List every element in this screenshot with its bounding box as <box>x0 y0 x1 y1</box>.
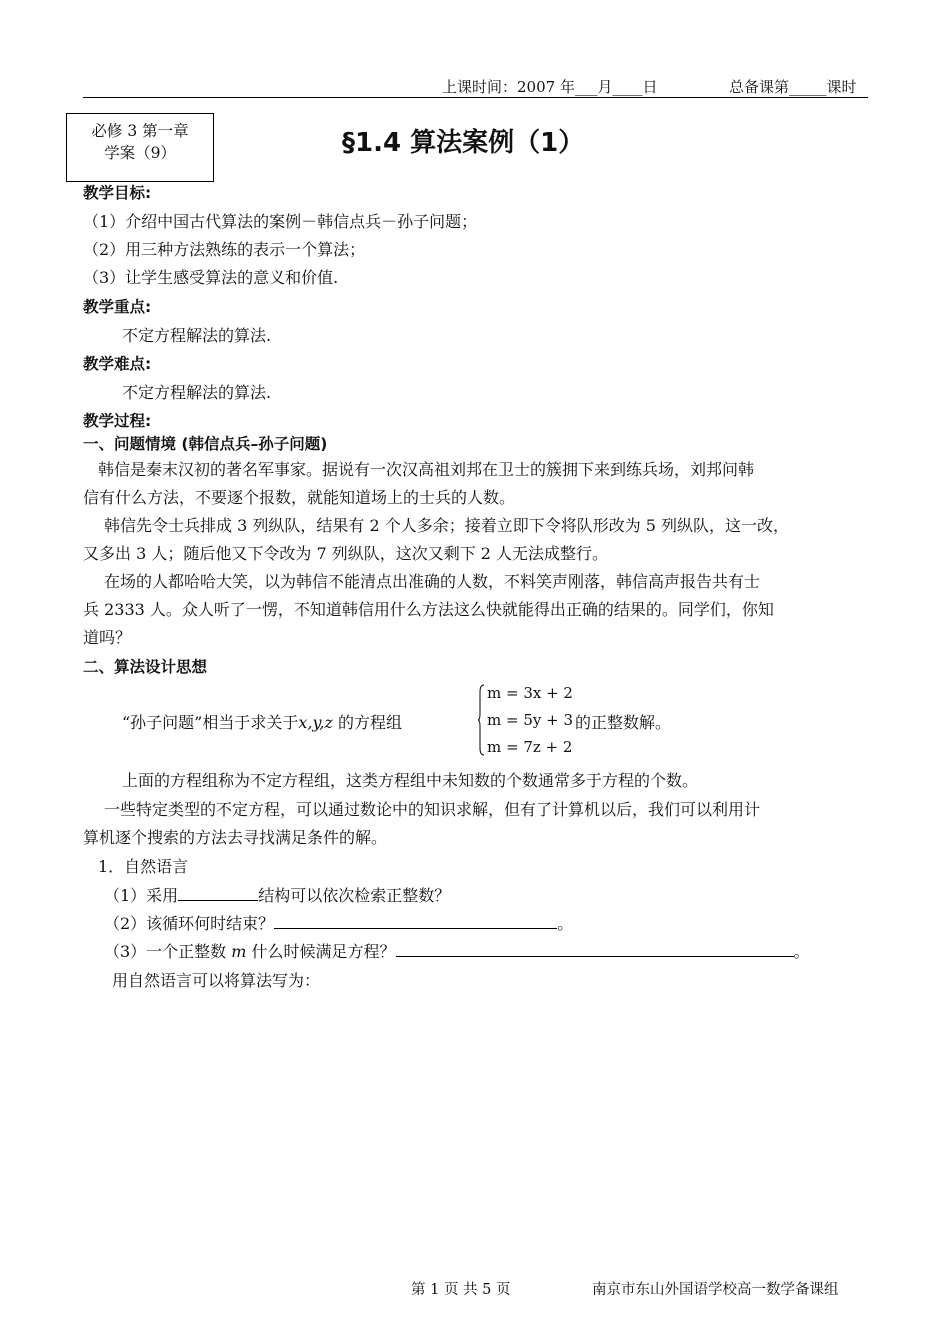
story-line: 兵 2333 人。众人听了一愣，不知道韩信用什么方法这么快就能得出正确的结果的。同学们，你知 <box>83 600 774 619</box>
equation-after: 的正整数解。 <box>575 713 672 732</box>
equation-mid-text: 的方程组 <box>332 713 403 732</box>
story-line: 韩信先令士兵排成 3 列纵队，结果有 2 个人多余；接着立即下令将队形改为 5 列纵队，这一改， <box>104 516 790 535</box>
equation-brace <box>478 684 485 756</box>
process-heading: 教学过程: <box>83 412 152 430</box>
story-line: 道吗？ <box>83 628 132 647</box>
equation-intro-text: “孙子问题”相当于求关于 <box>122 713 299 732</box>
key-point-text: 不定方程解法的算法. <box>122 326 272 345</box>
subsection-natural-language: 1．自然语言 <box>98 857 189 876</box>
question-2-blank[interactable] <box>274 912 557 929</box>
header-rule <box>83 97 868 98</box>
objective-item: （1）介绍中国古代算法的案例－韩信点兵－孙子问题； <box>83 212 478 231</box>
equation-row: m = 7z + 2 <box>487 738 573 756</box>
equation-vars: x,y,z <box>298 713 333 732</box>
header-lesson-count: 总备课第_____课时 <box>729 78 857 96</box>
question-3-variable: m <box>231 942 247 961</box>
story-line: 信有什么方法，不要逐个报数，就能知道场上的士兵的人数。 <box>83 488 516 507</box>
question-3-blank[interactable] <box>396 940 794 957</box>
difficulty-heading: 教学难点: <box>83 355 152 373</box>
question-2-end: 。 <box>557 914 574 933</box>
objective-item: （2）用三种方法熟练的表示一个算法； <box>83 240 366 259</box>
story-line: 又多出 3 人；随后他又下令改为 7 列纵队，这次又剩下 2 人无法成整行。 <box>83 544 609 563</box>
question-1-prefix: （1）采用 <box>104 886 179 905</box>
story-line: 在场的人都哈哈大笑，以为韩信不能清点出准确的人数，不料笑声刚落，韩信高声报告共有士 <box>104 572 761 591</box>
section2-line: 上面的方程组称为不定方程组，这类方程组中未知数的个数通常多于方程的个数。 <box>122 771 699 790</box>
section2-heading: 二、算法设计思想 <box>83 658 208 676</box>
key-point-heading: 教学重点: <box>83 298 152 316</box>
difficulty-text: 不定方程解法的算法. <box>122 383 272 402</box>
course-box-line2: 学案（9） <box>104 144 176 162</box>
equation-row: m = 5y + 3 <box>487 711 573 729</box>
course-box-line1: 必修 3 第一章 <box>91 122 189 140</box>
question-3-end: 。 <box>793 942 810 961</box>
objective-item: （3）让学生感受算法的意义和价值. <box>83 268 339 287</box>
page-title: §1.4 算法案例（1） <box>342 128 585 158</box>
equation-row: m = 3x + 2 <box>487 684 573 702</box>
course-box <box>66 113 214 182</box>
section2-line: 算机逐个搜索的方法去寻找满足条件的解。 <box>83 828 388 847</box>
equation-intro <box>122 710 402 733</box>
question-3-prefix: （3）一个正整数 <box>104 942 232 961</box>
question-2-text: （2）该循环何时结束？ <box>104 914 275 933</box>
footer-page-number: 第 1 页 共 5 页 <box>411 1282 511 1298</box>
question-1-blank[interactable] <box>178 884 258 901</box>
story-line: 韩信是秦末汉初的著名军事家。据说有一次汉高祖刘邦在卫士的簇拥下来到练兵场，刘邦问韩 <box>98 460 755 479</box>
objectives-heading: 教学目标: <box>83 184 152 202</box>
section2-line: 一些特定类型的不定方程，可以通过数论中的知识求解，但有了计算机以后，我们可以利用计 <box>104 800 761 819</box>
natural-language-prompt: 用自然语言可以将算法写为： <box>112 971 321 990</box>
question-1-suffix: 结构可以依次检索正整数？ <box>258 886 451 905</box>
header-class-time: 上课时间：2007 年___月____日 <box>442 78 658 96</box>
section1-heading: 一、问题情境 (韩信点兵–孙子问题) <box>83 435 328 453</box>
question-2 <box>104 911 573 934</box>
footer-school: 南京市东山外国语学校高一数学备课组 <box>592 1282 839 1298</box>
question-3 <box>104 939 810 962</box>
question-1 <box>104 883 450 906</box>
question-3-text: 什么时候满足方程？ <box>246 942 396 961</box>
